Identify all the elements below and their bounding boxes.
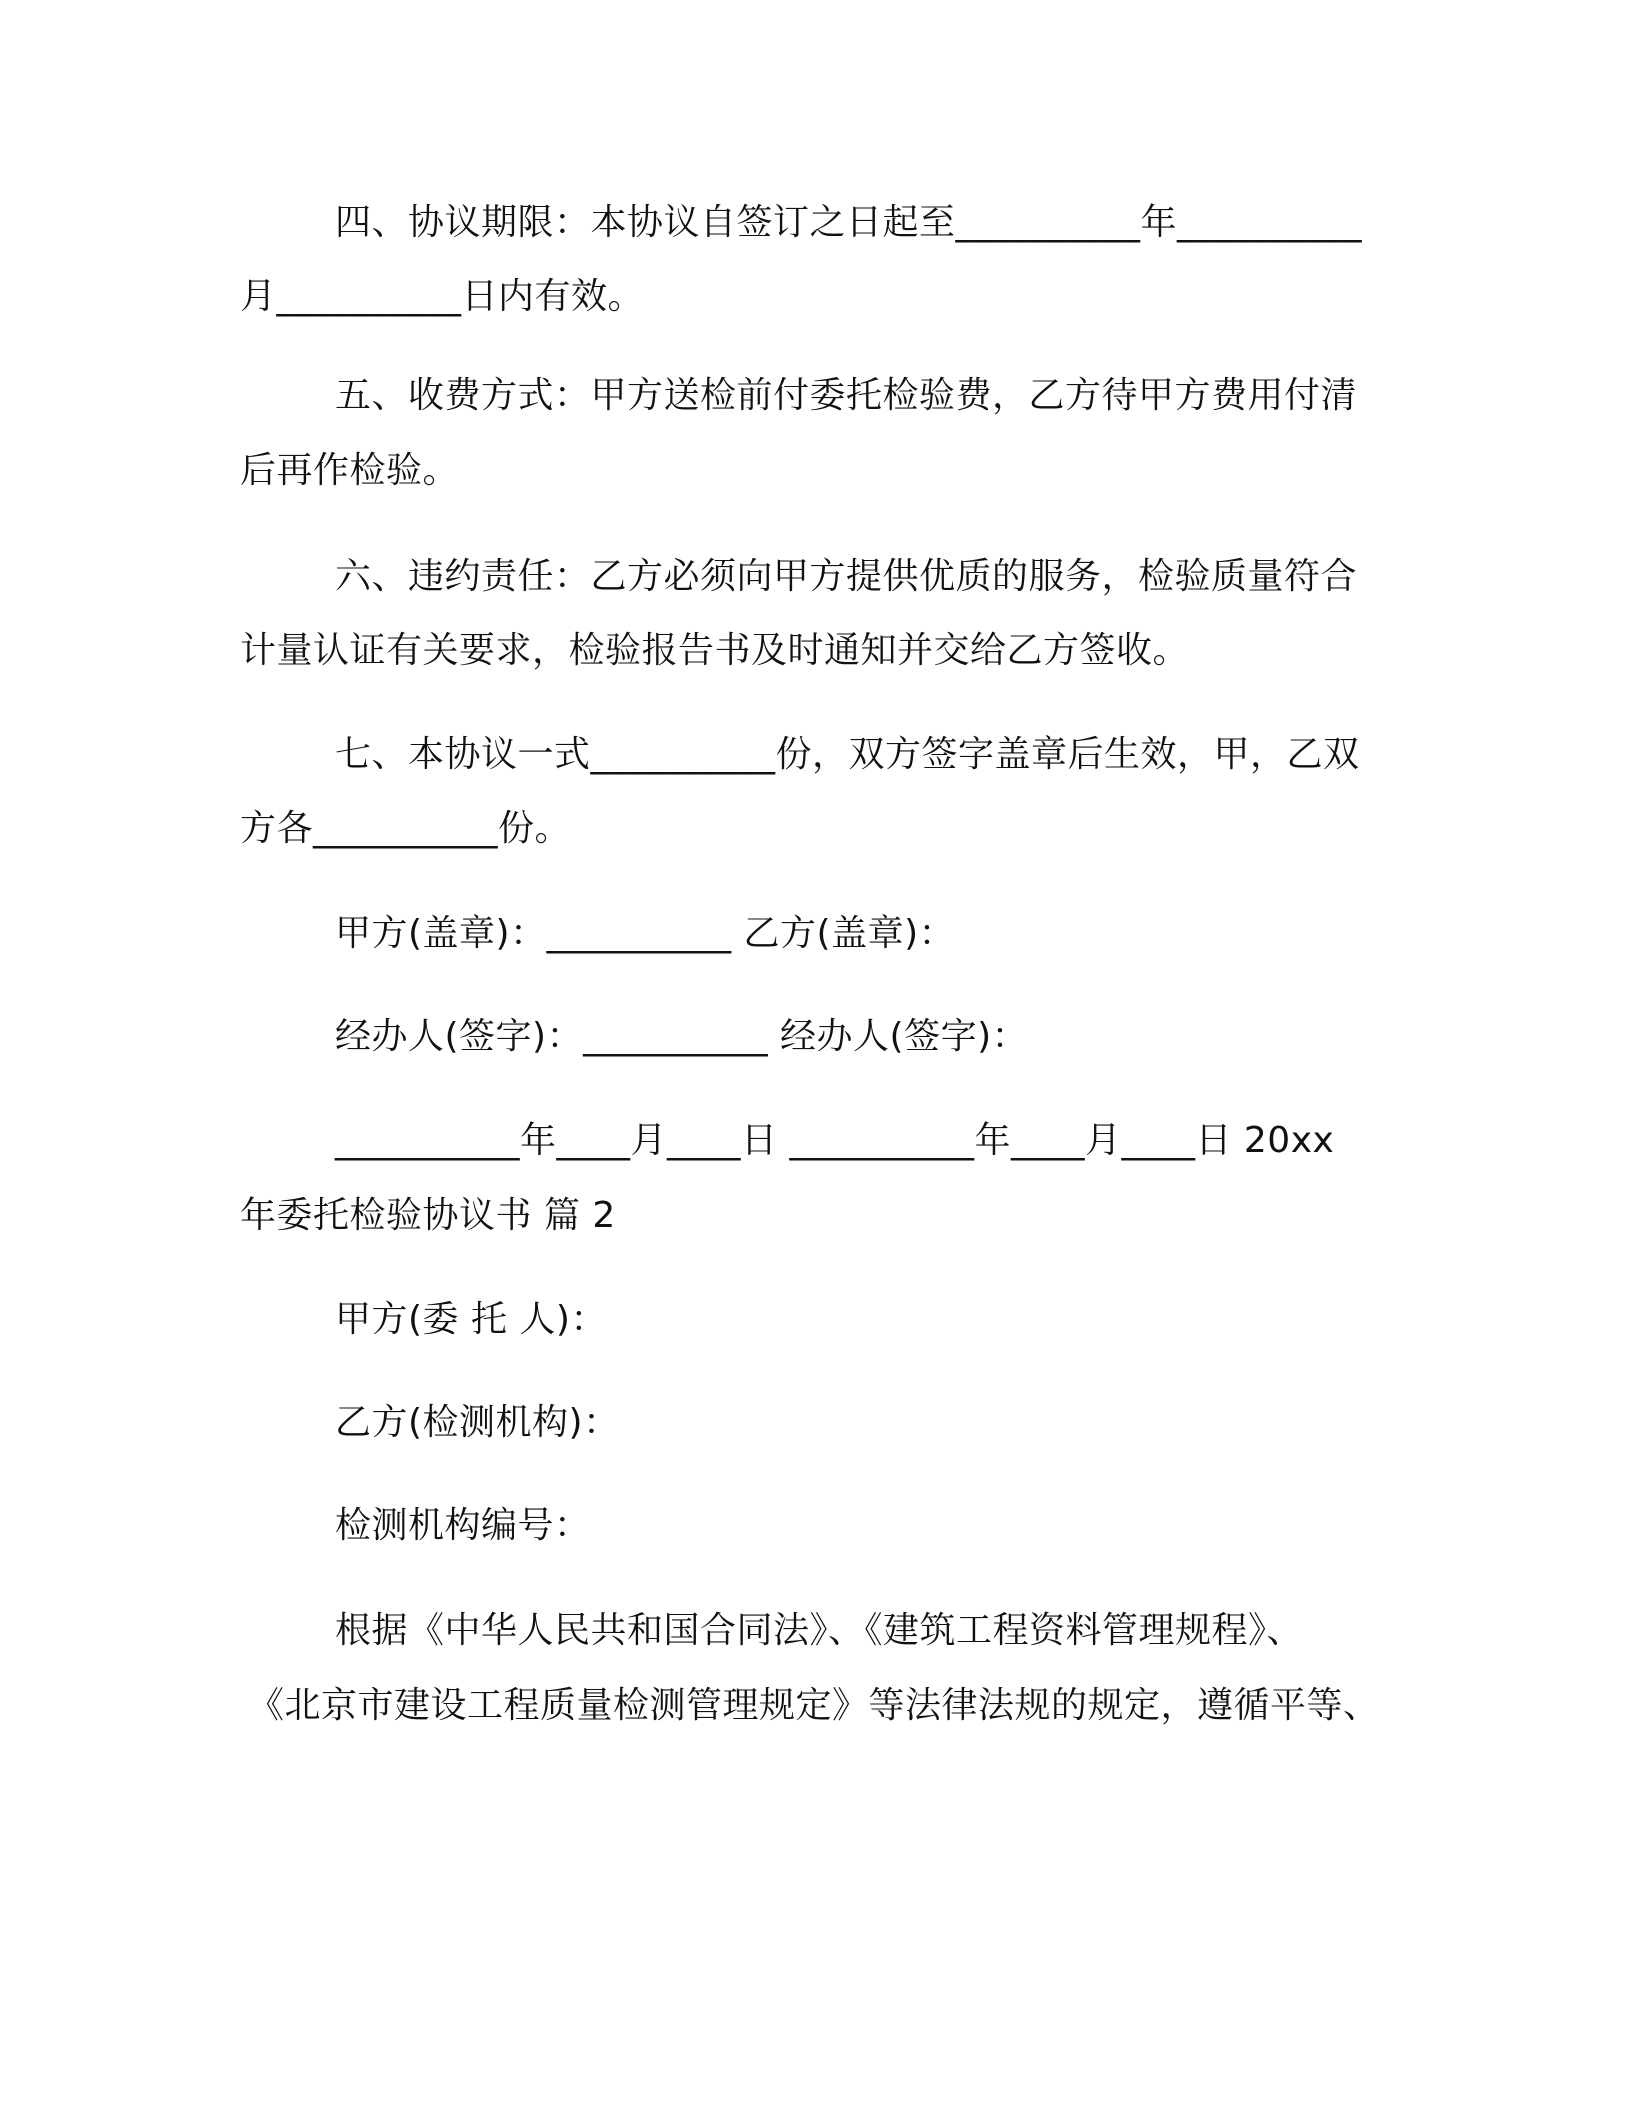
legal-basis-line-2: 《北京市建设工程质量检测管理规定》等法律法规的规定，遵循平等、 (248, 1685, 1380, 1726)
clause-4-term-line-1: 四、协议期限：本协议自签订之日起至__________年__________ (335, 202, 1363, 243)
agency-number: 检测机构编号： (335, 1505, 591, 1546)
clause-5-fee-line-2: 后再作检验。 (240, 450, 460, 491)
clause-7-copies-line-2: 方各__________份。 (240, 808, 572, 849)
clause-7-copies-line-1: 七、本协议一式__________份，双方签字盖章后生效，甲，乙双 (335, 734, 1360, 775)
signatory-line: 经办人(签字)：__________ 经办人(签字)： (335, 1016, 1029, 1057)
party-b-agency: 乙方(检测机构)： (335, 1402, 620, 1443)
legal-basis-line-1: 根据《中华人民共和国合同法》、《建筑工程资料管理规程》、 (335, 1610, 1304, 1651)
section-title: 年委托检验协议书 篇 2 (240, 1195, 616, 1236)
party-seal-line: 甲方(盖章)：__________ 乙方(盖章)： (335, 913, 956, 954)
clause-6-liability-line-1: 六、违约责任：乙方必须向甲方提供优质的服务，检验质量符合 (335, 556, 1358, 597)
party-a-client: 甲方(委 托 人)： (335, 1299, 607, 1340)
date-line: __________年____月____日 __________年____月____日 20xx (335, 1120, 1335, 1161)
clause-6-liability-line-2: 计量认证有关要求，检验报告书及时通知并交给乙方签收。 (240, 630, 1190, 671)
clause-5-fee-line-1: 五、收费方式：甲方送检前付委托检验费，乙方待甲方费用付清 (335, 375, 1358, 416)
clause-4-term-line-2: 月__________日内有效。 (240, 276, 645, 317)
